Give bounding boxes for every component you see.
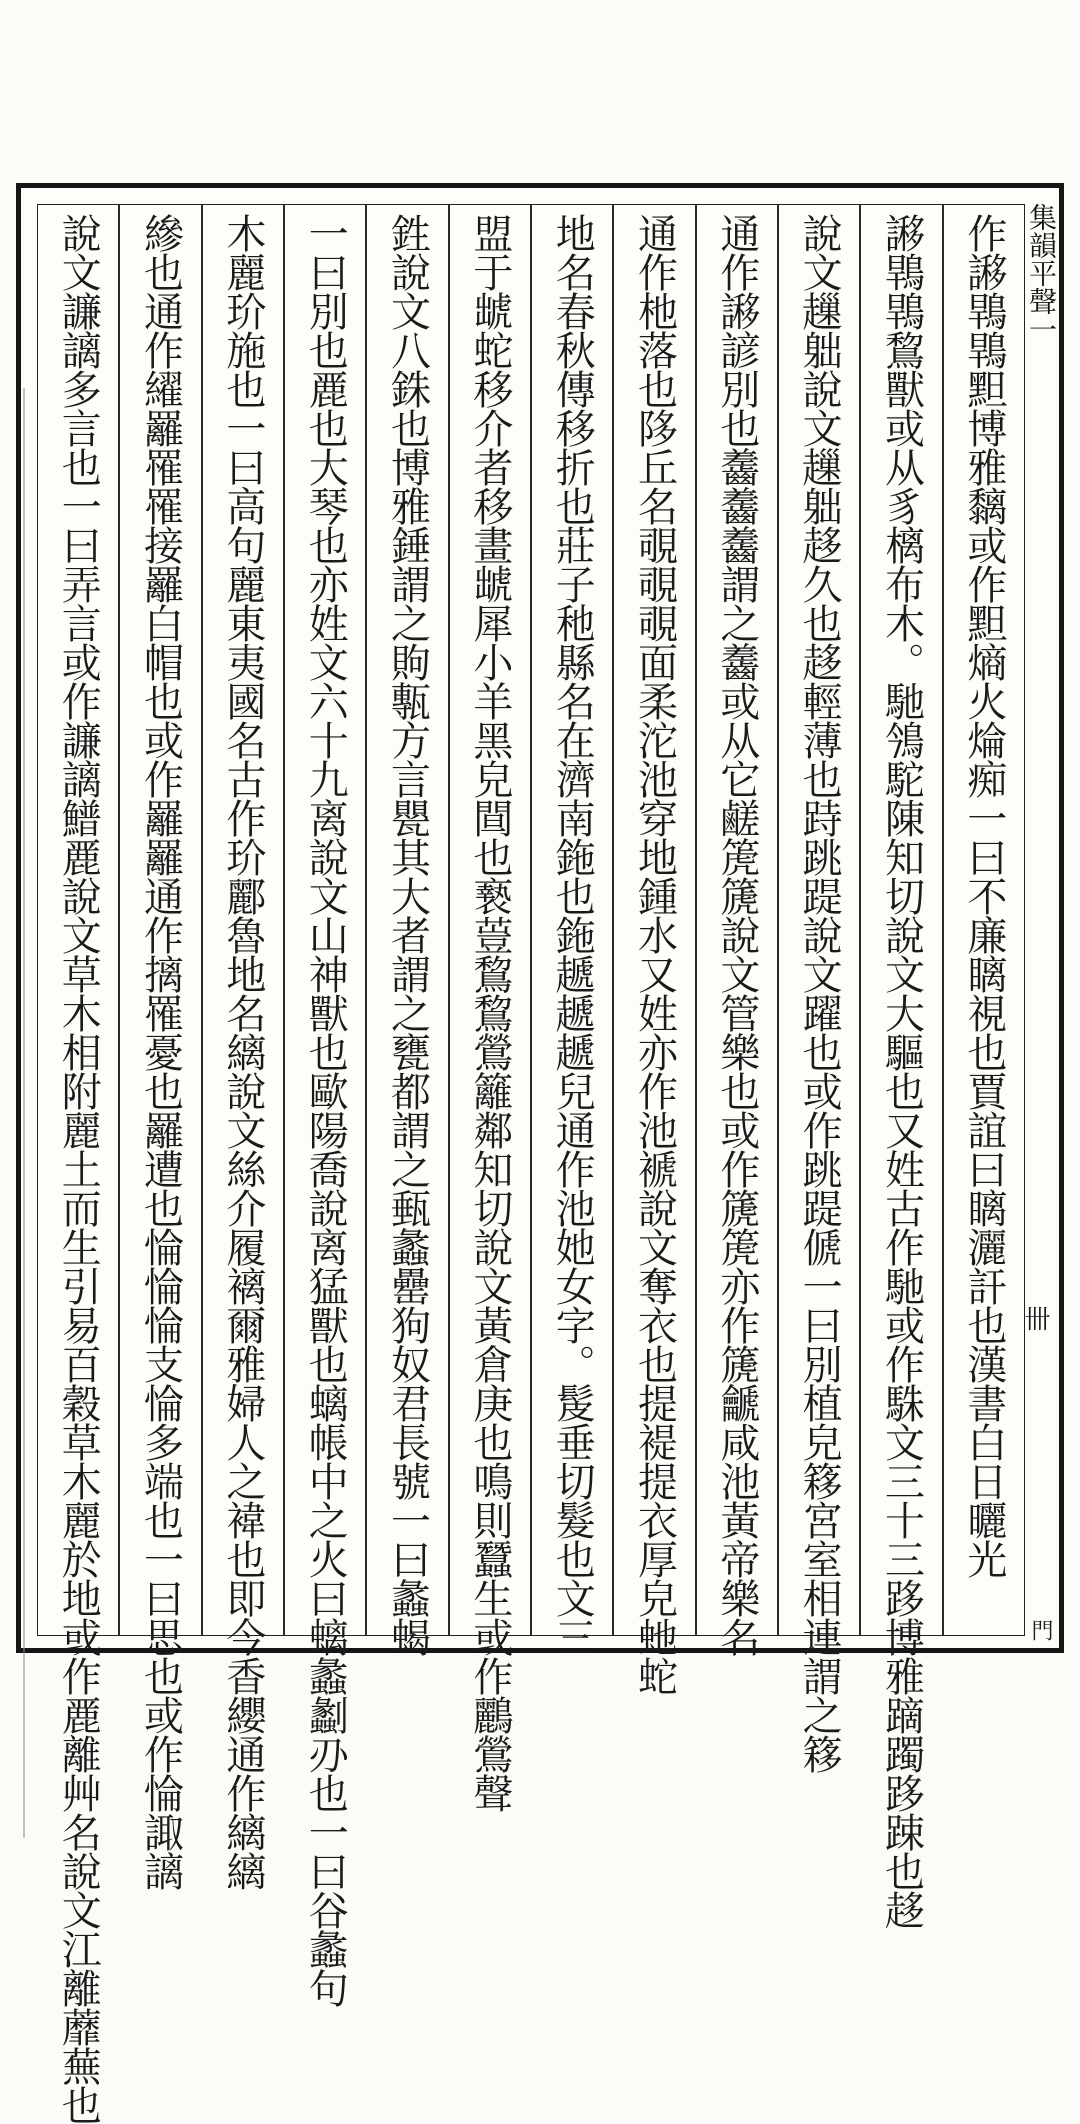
text-column-2: 謻䳚䳚鵹獸或从豸樆布木。馳鳹駝陳知切說文大驅也又姓古作馳或作駯文三十三跢博雅蹢躅跢踈也趍 (859, 205, 941, 1635)
text-column-11: 縿也通作䌦䍦罹罹接䍦白帽也或作䍦䍦通作摛罹憂也䍦遭也惀惀惀支惀多端也一曰思也或作惀諏謧 (118, 205, 200, 1635)
text-column-3: 說文䟁䠳說文䟁䠳趍久也趍輕薄也跱跳踶說文躍也或作跳踶傂一曰別植皃簃宮室相連謂之簃 (777, 205, 859, 1635)
text-column-10: 木麗玠施也一曰高句麗東夷國名古作玠酈魯地名縭說文絲介履褵爾雅婦人之褘也即今香纓通作縭縭 (201, 205, 283, 1635)
gutter-mark: 門 (1028, 1619, 1053, 1641)
columns (38, 205, 1024, 2124)
text-column-9: 一曰別也䴡也大琴也亦姓文六十九离說文山神獸也歐陽喬說离猛獸也螭帳中之火曰螭蠡劙刅也一曰谷蠡句 (283, 205, 365, 1635)
text-column-12: 說文譧謧多言也一曰弄言或作譧謧䲕䴡說文草木相附麗土而生引易百穀草木麗於地或作䴡離艸名說文江離蘼蕪也 (55, 213, 102, 2124)
gutter-title: 集韻平聲一 (1025, 203, 1058, 343)
text-column-4: 通作謻諺別也齹齹齹謂之齹或从它鹺箎篪說文管樂也或作篪箎亦作篪䶵咸池黃帝樂名 (695, 205, 777, 1635)
text-block (37, 203, 1058, 2124)
text-column-7: 盟于䖓蛇移介者移畫䖓犀小羊黑皃䦔也䙝䔇鵹鵹鶯籬鄰知切說文黃倉庚也鳴則蠶生或作鸝鶯聲 (448, 205, 530, 1635)
left-margin-line (23, 388, 29, 1838)
page-frame (16, 183, 1064, 2124)
page-number: 卌 (1020, 1305, 1050, 1331)
text-column-6: 地名春秋傳移折也莊子䄬縣名在濟南鉇也鉇䞾䞾䞾兒通作池她女字。髲垂切髮也文三 (530, 205, 612, 1635)
text-column-8: 鉎說文八銖也博雅錘謂之䝭甎方言甖其大者謂之甕都謂之甀蠡罍狗奴君長號一曰蠡蝎 (365, 205, 447, 1635)
text-column-1: 作謻䳚䳚䵣博雅黐或作䵣熵火㷍痴一曰不廉瞝視也賈誼曰瞝灑訐也漢書白日曬光 (942, 205, 1024, 1635)
text-column-5: 通作杝落也陊丘名覗覗覗面柔沱池穿地鍾水又姓亦作池褫說文奪衣也提褆提衣厚皃虵蛇 (612, 205, 694, 1635)
